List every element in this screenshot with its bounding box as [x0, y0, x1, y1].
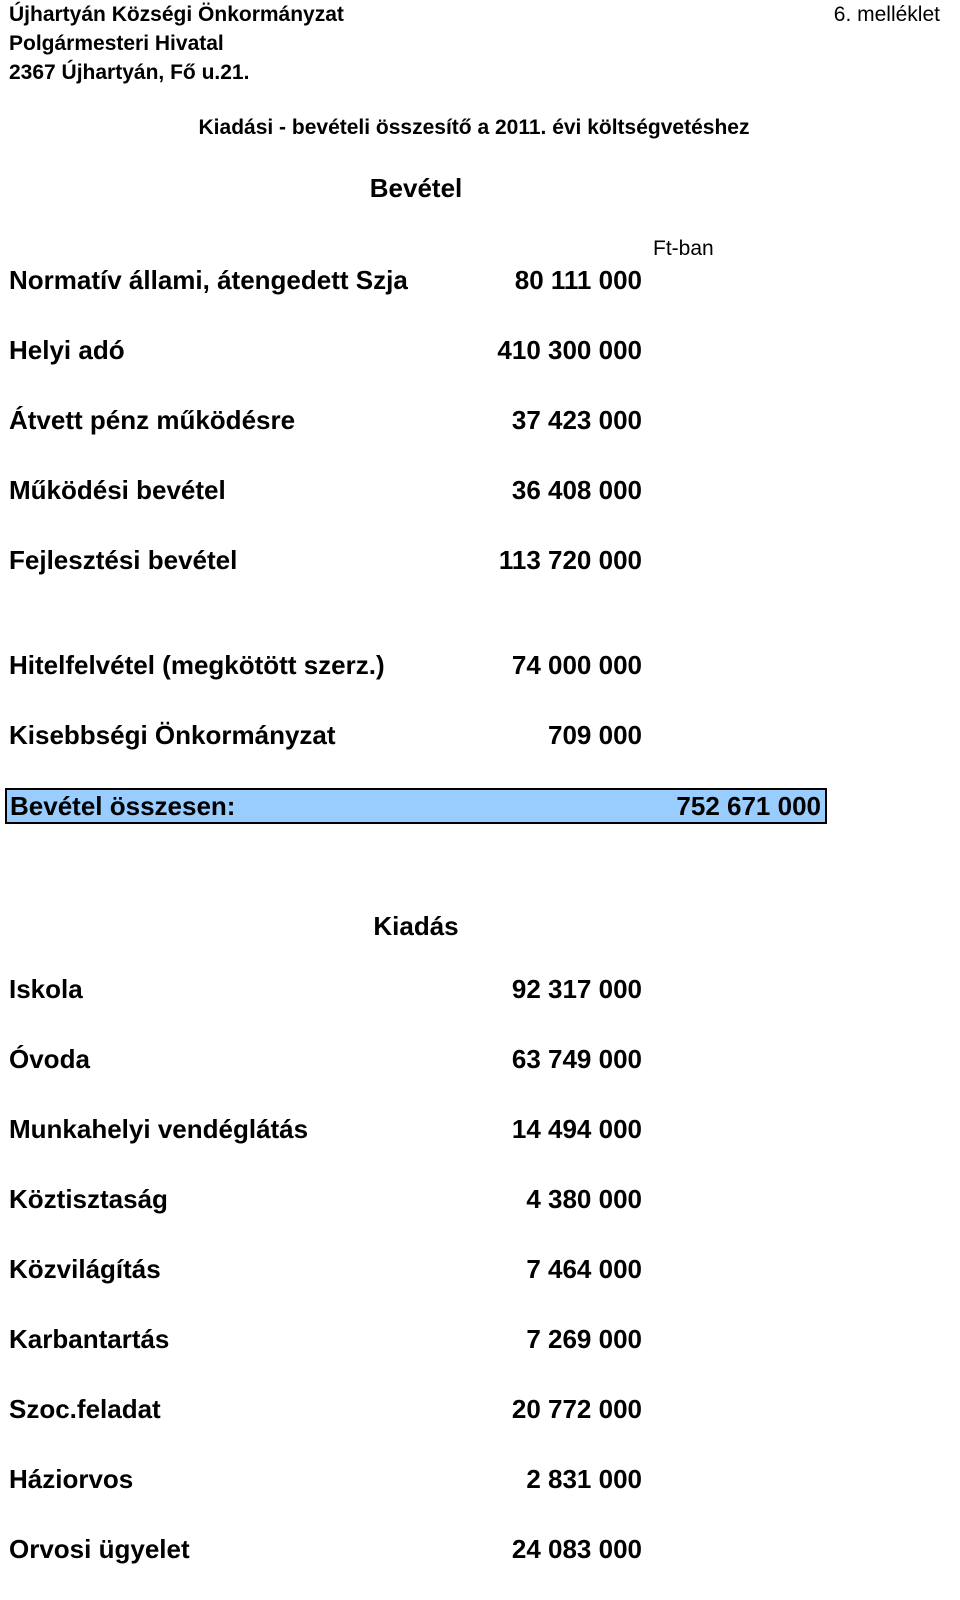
income-total-row — [5, 788, 827, 824]
income-row-value: 80 111 000 — [514, 265, 642, 295]
income-row-label: Helyi adó — [9, 335, 125, 365]
expense-row — [9, 1182, 642, 1216]
income-row — [9, 333, 642, 367]
income-row — [9, 473, 642, 507]
expense-row-label: Óvoda — [9, 1044, 90, 1074]
expense-row-label: Közvilágítás — [9, 1254, 161, 1284]
income-row-value: 37 423 000 — [511, 405, 642, 435]
income-row-label: Hitelfelvétel (megkötött szerz.) — [9, 650, 385, 680]
expense-row-value: 4 380 000 — [526, 1184, 642, 1214]
income-total-label: Bevétel összesen: — [10, 791, 236, 821]
expense-row — [9, 1392, 642, 1426]
expense-row — [9, 1322, 642, 1356]
org-name: Újhartyán Községi Önkormányzat — [9, 3, 344, 26]
expense-row — [9, 1112, 642, 1146]
expense-row-label: Háziorvos — [9, 1464, 134, 1494]
address: 2367 Újhartyán, Fő u.21. — [9, 61, 250, 84]
expense-row-value: 92 317 000 — [511, 974, 642, 1004]
expense-row-value: 2 831 000 — [526, 1464, 642, 1494]
expense-row-value: 24 083 000 — [511, 1534, 642, 1564]
expense-row-value: 20 772 000 — [511, 1394, 642, 1424]
income-row-value: 74 000 000 — [511, 650, 642, 680]
expense-row — [9, 1252, 642, 1286]
income-total-value: 752 671 000 — [676, 791, 821, 821]
expense-row-label: Orvosi ügyelet — [9, 1534, 190, 1564]
income-row-value: 410 300 000 — [497, 335, 642, 365]
income-row-value: 709 000 — [548, 720, 642, 750]
income-row-value: 36 408 000 — [511, 475, 642, 505]
income-row — [9, 648, 642, 682]
income-row-value: 113 720 000 — [498, 545, 642, 575]
expense-row-label: Köztisztaság — [9, 1184, 168, 1214]
expense-heading: Kiadás — [373, 911, 459, 941]
income-row — [9, 718, 642, 752]
income-row-label: Átvett pénz működésre — [9, 405, 296, 435]
income-row — [9, 263, 642, 297]
expense-row-value: 14 494 000 — [511, 1114, 642, 1144]
income-row-label: Kisebbségi Önkormányzat — [9, 720, 336, 750]
income-row — [9, 543, 642, 577]
expense-row — [9, 1042, 642, 1076]
annex-label: 6. melléklet — [833, 3, 940, 26]
expense-row-label: Szoc.feladat — [9, 1394, 161, 1424]
expense-row-label: Iskola — [9, 974, 83, 1004]
document-title: Kiadási - bevételi összesítő a 2011. évi költségvetéshez — [198, 116, 750, 139]
income-row — [9, 403, 642, 437]
unit-label: Ft-ban — [653, 237, 714, 260]
expense-row-value: 7 464 000 — [526, 1254, 642, 1284]
expense-row-label: Karbantartás — [9, 1324, 170, 1354]
expense-row — [9, 1532, 642, 1566]
expense-row-value: 63 749 000 — [511, 1044, 642, 1074]
expense-row-value: 7 269 000 — [526, 1324, 642, 1354]
expense-row-label: Munkahelyi vendéglátás — [9, 1114, 309, 1144]
income-row-label: Működési bevétel — [9, 475, 226, 505]
expense-row — [9, 1462, 642, 1496]
income-row-label: Fejlesztési bevétel — [9, 545, 238, 575]
office-name: Polgármesteri Hivatal — [9, 32, 224, 55]
income-row-label: Normatív állami, átengedett Szja — [9, 265, 408, 295]
expense-row — [9, 972, 642, 1006]
income-heading: Bevétel — [369, 173, 463, 203]
